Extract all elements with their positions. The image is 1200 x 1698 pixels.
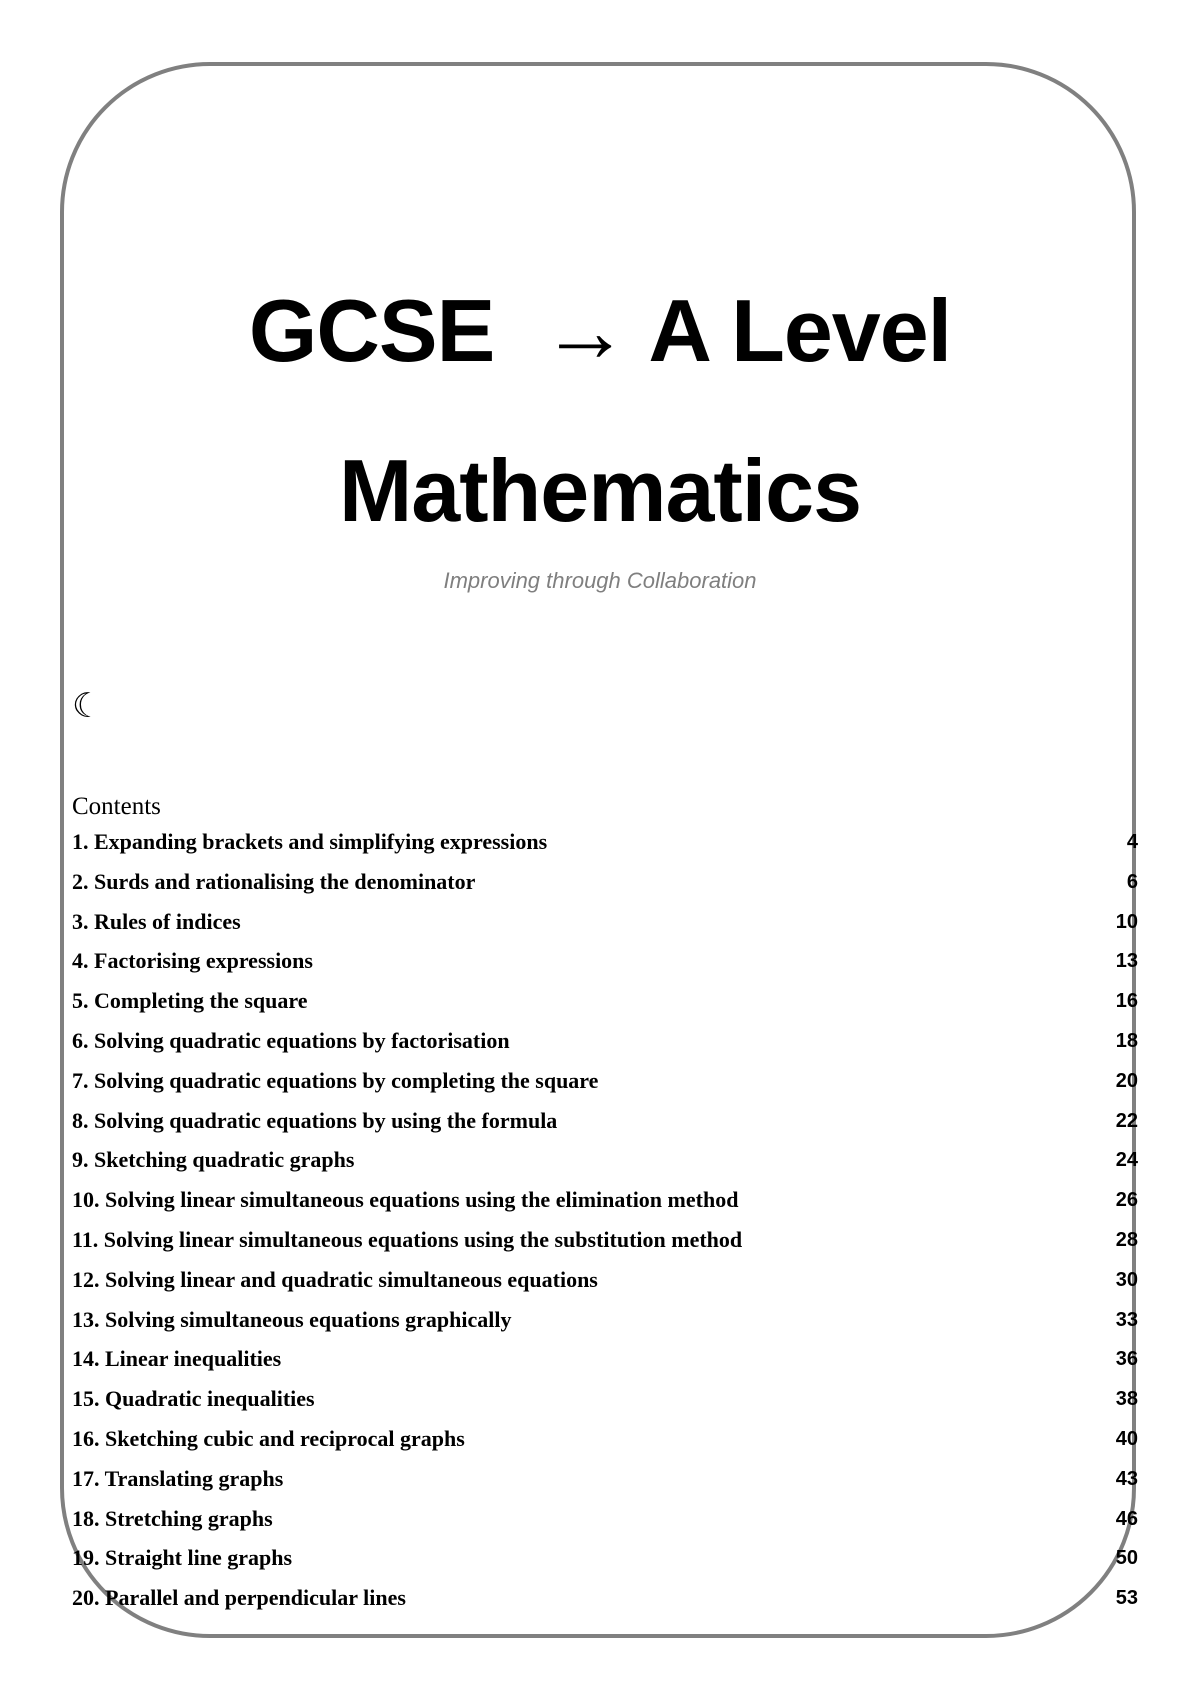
toc-entry-page: 43 xyxy=(1115,1467,1138,1490)
toc-entry-page: 30 xyxy=(1115,1268,1138,1291)
table-of-contents xyxy=(72,829,1138,1625)
toc-entry[interactable] xyxy=(72,909,1138,949)
toc-entry-label: 7. Solving quadratic equations by completing the square xyxy=(72,1067,599,1093)
toc-entry-label: 14. Linear inequalities xyxy=(72,1346,282,1372)
toc-entry[interactable] xyxy=(72,1187,1138,1227)
toc-entry-label: 17. Translating graphs xyxy=(72,1465,284,1491)
toc-entry-page: 26 xyxy=(1115,1189,1138,1212)
toc-entry-page: 13 xyxy=(1115,950,1138,973)
moon-icon: ☾ xyxy=(72,686,103,726)
toc-entry-page: 33 xyxy=(1115,1308,1138,1331)
toc-entry-label: 15. Quadratic inequalities xyxy=(72,1386,315,1412)
toc-entry-page: 46 xyxy=(1115,1507,1138,1530)
toc-entry-page: 28 xyxy=(1115,1228,1138,1251)
subtitle: Improving through Collaboration xyxy=(443,568,757,593)
toc-entry-label: 6. Solving quadratic equations by factorisation xyxy=(72,1027,510,1053)
toc-entry[interactable] xyxy=(72,1545,1138,1585)
toc-entry-page: 20 xyxy=(1115,1069,1138,1092)
toc-entry[interactable] xyxy=(72,1386,1138,1426)
toc-entry[interactable] xyxy=(72,1068,1138,1108)
toc-entry-label: 10. Solving linear simultaneous equations using the elimination method xyxy=(72,1187,739,1213)
toc-entry[interactable] xyxy=(72,1346,1138,1386)
toc-entry[interactable] xyxy=(72,869,1138,909)
toc-entry[interactable] xyxy=(72,948,1138,988)
toc-entry-label: 4. Factorising expressions xyxy=(72,948,313,974)
toc-entry-label: 2. Surds and rationalising the denominator xyxy=(72,868,476,894)
toc-entry[interactable] xyxy=(72,988,1138,1028)
toc-entry[interactable] xyxy=(72,1426,1138,1466)
toc-entry[interactable] xyxy=(72,1307,1138,1347)
toc-entry-label: 9. Sketching quadratic graphs xyxy=(72,1147,355,1173)
toc-entry-label: 13. Solving simultaneous equations graphically xyxy=(72,1306,512,1332)
toc-entry-page: 18 xyxy=(1115,1029,1138,1052)
contents-heading: Contents xyxy=(72,793,161,820)
toc-entry-page: 36 xyxy=(1115,1348,1138,1371)
toc-entry-page: 16 xyxy=(1115,990,1138,1013)
toc-entry-label: 16. Sketching cubic and reciprocal graphs xyxy=(72,1425,465,1451)
toc-entry-label: 3. Rules of indices xyxy=(72,908,241,934)
title-line-1: GCSE → A Level xyxy=(248,281,952,380)
toc-entry[interactable] xyxy=(72,1267,1138,1307)
toc-entry-label: 11. Solving linear simultaneous equations using the substitution method xyxy=(72,1226,743,1252)
toc-entry[interactable] xyxy=(72,1506,1138,1546)
toc-entry-page: 4 xyxy=(1126,831,1138,853)
toc-entry-label: 12. Solving linear and quadratic simultaneous equations xyxy=(72,1266,598,1292)
toc-entry[interactable] xyxy=(72,1028,1138,1068)
toc-entry[interactable] xyxy=(72,1227,1138,1267)
toc-entry[interactable] xyxy=(72,1466,1138,1506)
toc-entry-page: 24 xyxy=(1115,1149,1138,1172)
toc-entry[interactable] xyxy=(72,1585,1138,1625)
toc-entry[interactable] xyxy=(72,1108,1138,1148)
toc-entry-label: 1. Expanding brackets and simplifying expressions xyxy=(72,829,548,854)
toc-entry-page: 22 xyxy=(1115,1109,1138,1132)
toc-entry-page: 10 xyxy=(1115,910,1138,933)
toc-entry-label: 5. Completing the square xyxy=(72,988,308,1014)
toc-entry-page: 50 xyxy=(1115,1547,1138,1570)
toc-entry-label: 19. Straight line graphs xyxy=(72,1545,293,1571)
toc-entry-page: 40 xyxy=(1115,1427,1138,1450)
toc-entry-label: 18. Stretching graphs xyxy=(72,1505,273,1531)
toc-entry[interactable] xyxy=(72,829,1138,869)
toc-entry-label: 8. Solving quadratic equations by using the formula xyxy=(72,1107,558,1133)
toc-entry-page: 6 xyxy=(1126,870,1138,893)
toc-entry[interactable] xyxy=(72,1147,1138,1187)
toc-entry-page: 38 xyxy=(1115,1388,1138,1411)
title-line-2: Mathematics xyxy=(338,441,862,540)
toc-entry-page: 53 xyxy=(1115,1587,1138,1610)
toc-entry-label: 20. Parallel and perpendicular lines xyxy=(72,1585,406,1611)
